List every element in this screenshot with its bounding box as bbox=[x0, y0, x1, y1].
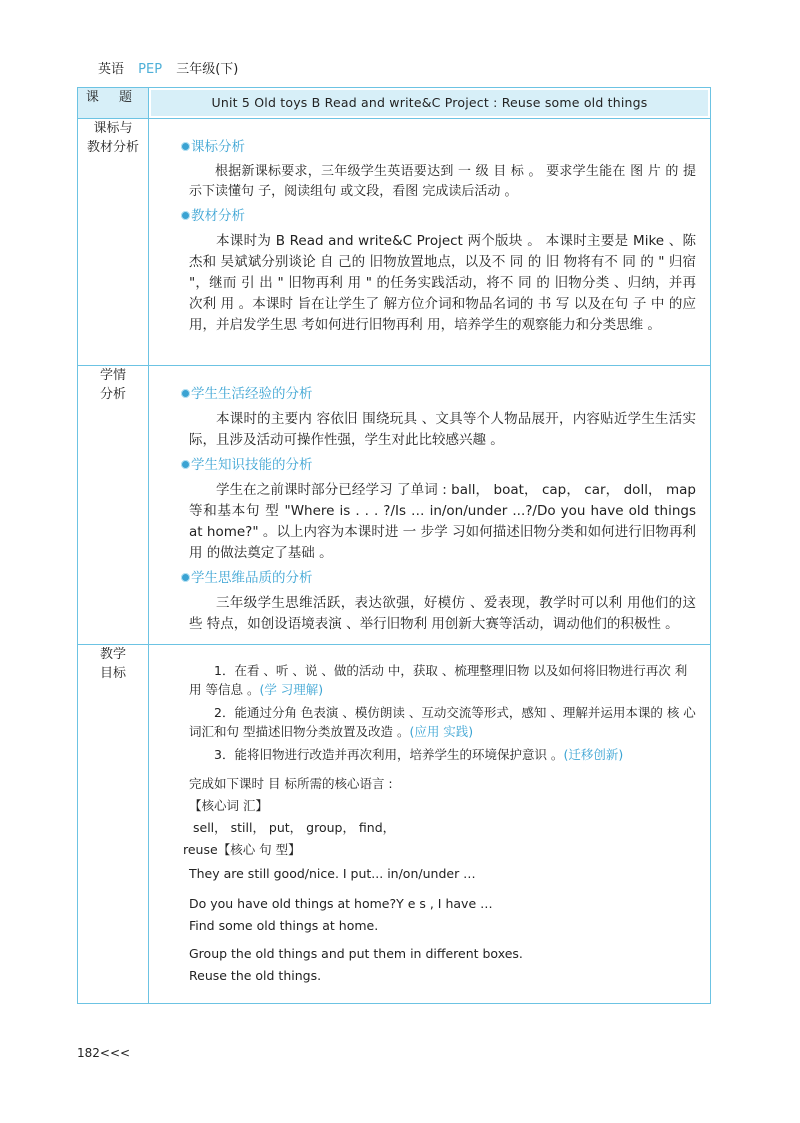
title-row bbox=[78, 88, 711, 119]
core-sentence: Find some old things at home. bbox=[189, 918, 379, 933]
pattern-label: 【核心 句 型】 bbox=[217, 842, 301, 857]
subject-label: 英语 bbox=[98, 62, 125, 77]
curriculum-label-line1: 课标与 bbox=[93, 121, 133, 136]
goal-item bbox=[189, 745, 696, 764]
vocab-line: sell， still， put， group， find， bbox=[193, 820, 396, 835]
curriculum-label-cell bbox=[78, 119, 149, 366]
learner-label-cell bbox=[78, 366, 149, 645]
goal-item bbox=[189, 703, 696, 741]
grade-label: 三年级(下) bbox=[176, 62, 239, 77]
skills-analysis-text: 学生在之前课时部分已经学习 了单词 : ball， boat， cap， car， doll， map 等和基本句 型 "Where is . . . ?/Is … in/on/under ...?/Do you have old things at home?" 。以上内容为本课时进 一 步学 习如何描述旧物分类和如何进行旧物再利 用 的做法奠定了基础 。 bbox=[189, 482, 696, 561]
textbook-analysis-text: 本课时为 B Read and write&C Project 两个版块 。 本课时主要是 Mike 、陈杰和 吴斌斌分别谈论 自 己的 旧物放置地点，以及不 同 的 旧 物将有不 同 的 " 归宿 "，继而 引 出 " 旧物再利 用 " 的任务实践活动，将不 同 的 旧物分类 、归纳，并再次利 用 。本课时 旨在让学生了 解方位介词和物品名词的 书 写 以及在句 子 中 的应用，并启发学生思 考如何进行旧物再利 用，培养学生的观察能力和分类思维 。 bbox=[189, 233, 696, 333]
vocab-label: 【核心词 汇】 bbox=[189, 798, 268, 813]
learner-label-line1: 学情 bbox=[99, 368, 126, 383]
objectives-row bbox=[78, 645, 711, 1004]
thinking-analysis-text: 三年级学生思维活跃，表达欲强，好模仿 、爱表现，教学时可以利 用他们的这些 特点，如创设语境表演 、举行旧物利 用创新大赛等活动，调动他们的积极性 。 bbox=[189, 595, 696, 632]
vocab-reuse: reuse bbox=[183, 842, 218, 857]
title-label-cell bbox=[78, 88, 149, 119]
edition-label: PEP bbox=[138, 62, 163, 77]
goal-text: 3．能将旧物进行改造并再次利用，培养学生的环境保护意识 。 bbox=[214, 747, 564, 762]
vocab-pattern-line bbox=[183, 840, 696, 859]
core-sentence: Do you have old things at home?Y e s , I have … bbox=[189, 896, 493, 911]
title-cell bbox=[149, 88, 711, 119]
title-label: 课 题 bbox=[85, 90, 141, 105]
goal-tag: (应用 实践) bbox=[409, 724, 474, 739]
lesson-title: Unit 5 Old toys B Read and write&C Project : Reuse some old things bbox=[151, 90, 708, 116]
learner-row bbox=[78, 366, 711, 645]
core-sentence: They are still good/nice. I put... in/on/under … bbox=[189, 866, 476, 881]
objectives-content-cell bbox=[149, 645, 711, 1004]
section-heading-life: 学生生活经验的分析 bbox=[191, 384, 696, 404]
section-heading-standard: 课标分析 bbox=[191, 137, 696, 157]
goal-text: 2．能通过分角 色表演 、模仿朗读 、互动交流等形式，感知 、理解并运用本课的 核 心词汇和句 型描述旧物分类放置及改造 。 bbox=[189, 705, 696, 739]
section-heading-textbook: 教材分析 bbox=[191, 206, 696, 226]
lesson-plan-table bbox=[77, 87, 711, 1004]
learner-label-line2: 分析 bbox=[99, 387, 126, 402]
page-number: 182<<< bbox=[77, 1046, 131, 1060]
objectives-label-line1: 教学 bbox=[99, 647, 126, 662]
curriculum-content-cell bbox=[149, 119, 711, 366]
goal-tag: (迁移创新) bbox=[563, 747, 624, 762]
core-language-intro: 完成如下课时 目 标所需的核心语言 : bbox=[189, 776, 393, 791]
objectives-label-line2: 目标 bbox=[99, 666, 126, 681]
standard-analysis-text: 根据新课标要求，三年级学生英语要达到 一 级 目 标 。 要求学生能在 图 片 的 提 示下读懂句 子，阅读组句 或文段，看图 完成读后活动 。 bbox=[189, 164, 696, 199]
goal-text: 1．在看 、听 、说 、做的活动 中，获取 、梳理整理旧物 以及如何将旧物进行再次 利 用 等信息 。 bbox=[189, 663, 688, 697]
core-sentence: Group the old things and put them in different boxes. bbox=[189, 946, 523, 961]
page-header bbox=[98, 58, 248, 77]
curriculum-row bbox=[78, 119, 711, 366]
goal-item bbox=[189, 661, 696, 699]
life-experience-text: 本课时的主要内 容依旧 围绕玩具 、文具等个人物品展开，内容贴近学生生活实际，且涉及活动可操作性强，学生对此比较感兴趣 。 bbox=[189, 411, 696, 448]
core-sentence: Reuse the old things. bbox=[189, 968, 322, 983]
goal-tag: (学 习理解) bbox=[259, 682, 324, 697]
learner-content-cell bbox=[149, 366, 711, 645]
section-heading-skills: 学生知识技能的分析 bbox=[191, 455, 696, 475]
objectives-label-cell bbox=[78, 645, 149, 1004]
curriculum-label-line2: 教材分析 bbox=[86, 140, 139, 155]
section-heading-thinking: 学生思维品质的分析 bbox=[191, 568, 696, 588]
